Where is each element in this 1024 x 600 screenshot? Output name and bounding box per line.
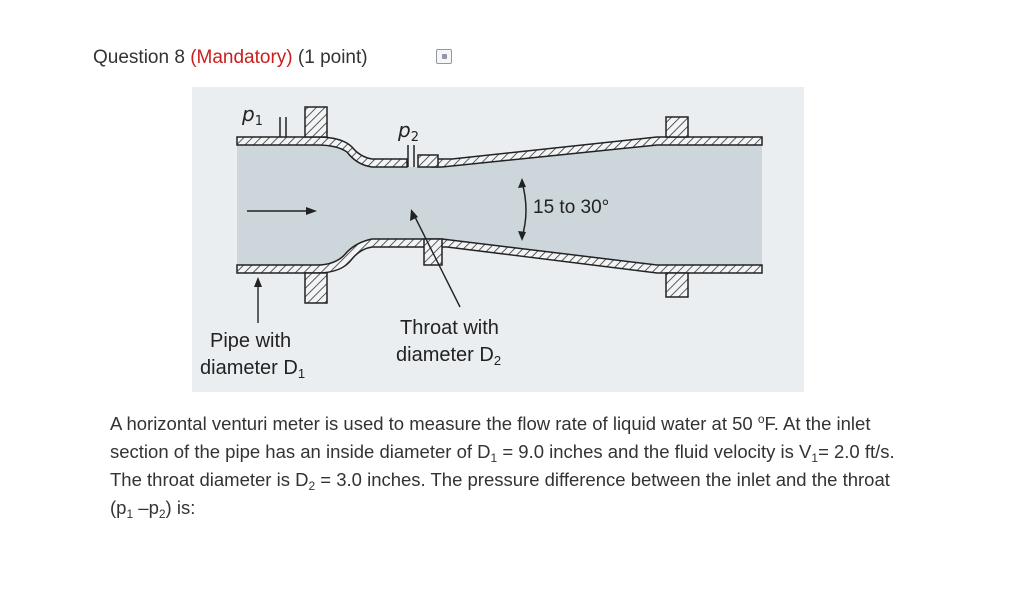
p2-sub-text: 2 (158, 507, 166, 521)
body-line1-b: F. (764, 413, 779, 434)
body-line3-a: = 2.0 ft/s. The throat diameter is D (110, 441, 895, 490)
angle-label: 15 to 30° (533, 197, 610, 218)
degree-sup: o (757, 412, 765, 426)
question-header (93, 44, 368, 72)
svg-text:diameter D1 (200, 357, 305, 381)
p1-sub-text: 1 (126, 507, 134, 521)
svg-text:p2 (397, 118, 419, 145)
body-line4-b: ) is: (165, 497, 196, 518)
pipe-label-line2: diameter D (200, 357, 298, 379)
p2-sub: 2 (410, 130, 419, 145)
v1-sub: 1 (811, 451, 819, 465)
inlet-flange-top (305, 107, 327, 137)
svg-text:p1 (241, 102, 263, 129)
outlet-flange-bottom (666, 273, 688, 297)
pipe-label-sub: 1 (297, 366, 306, 381)
throat-flange-top (418, 155, 438, 167)
venturi-diagram (192, 87, 804, 392)
points-label: (1 point) (297, 47, 368, 68)
throat-label-sub: 2 (493, 353, 502, 368)
throat-label-line1: Throat with (400, 317, 499, 339)
body-line2-b: = 9.0 inches and the fluid velocity is V (497, 441, 812, 462)
body-line2-a: At the inlet section of the pipe has an inside diameter of D (110, 413, 871, 462)
throat-label-line2: diameter D (396, 344, 494, 366)
flag-question-icon[interactable] (436, 49, 452, 64)
body-line3-b: = 3.0 inches. The pressure difference between the inlet and the throat (p (110, 469, 890, 518)
question-title: Question 8 (93, 47, 185, 68)
d1-sub: 1 (490, 451, 498, 465)
p2-label: p (398, 118, 411, 142)
d2-sub: 2 (308, 479, 316, 493)
p1-label: p (242, 102, 255, 126)
inlet-flange-bottom (305, 273, 327, 303)
body-line1-a: A horizontal venturi meter is used to measure the flow rate of liquid water at 50 (110, 413, 758, 434)
pipe-label-line1: Pipe with (210, 330, 292, 352)
svg-text:diameter D2 (396, 344, 501, 368)
outlet-flange-top (666, 117, 688, 137)
question-text (110, 410, 910, 522)
mandatory-label: (Mandatory) (190, 47, 293, 68)
p1-sub: 1 (254, 114, 263, 129)
body-line4-a: –p (133, 497, 159, 518)
